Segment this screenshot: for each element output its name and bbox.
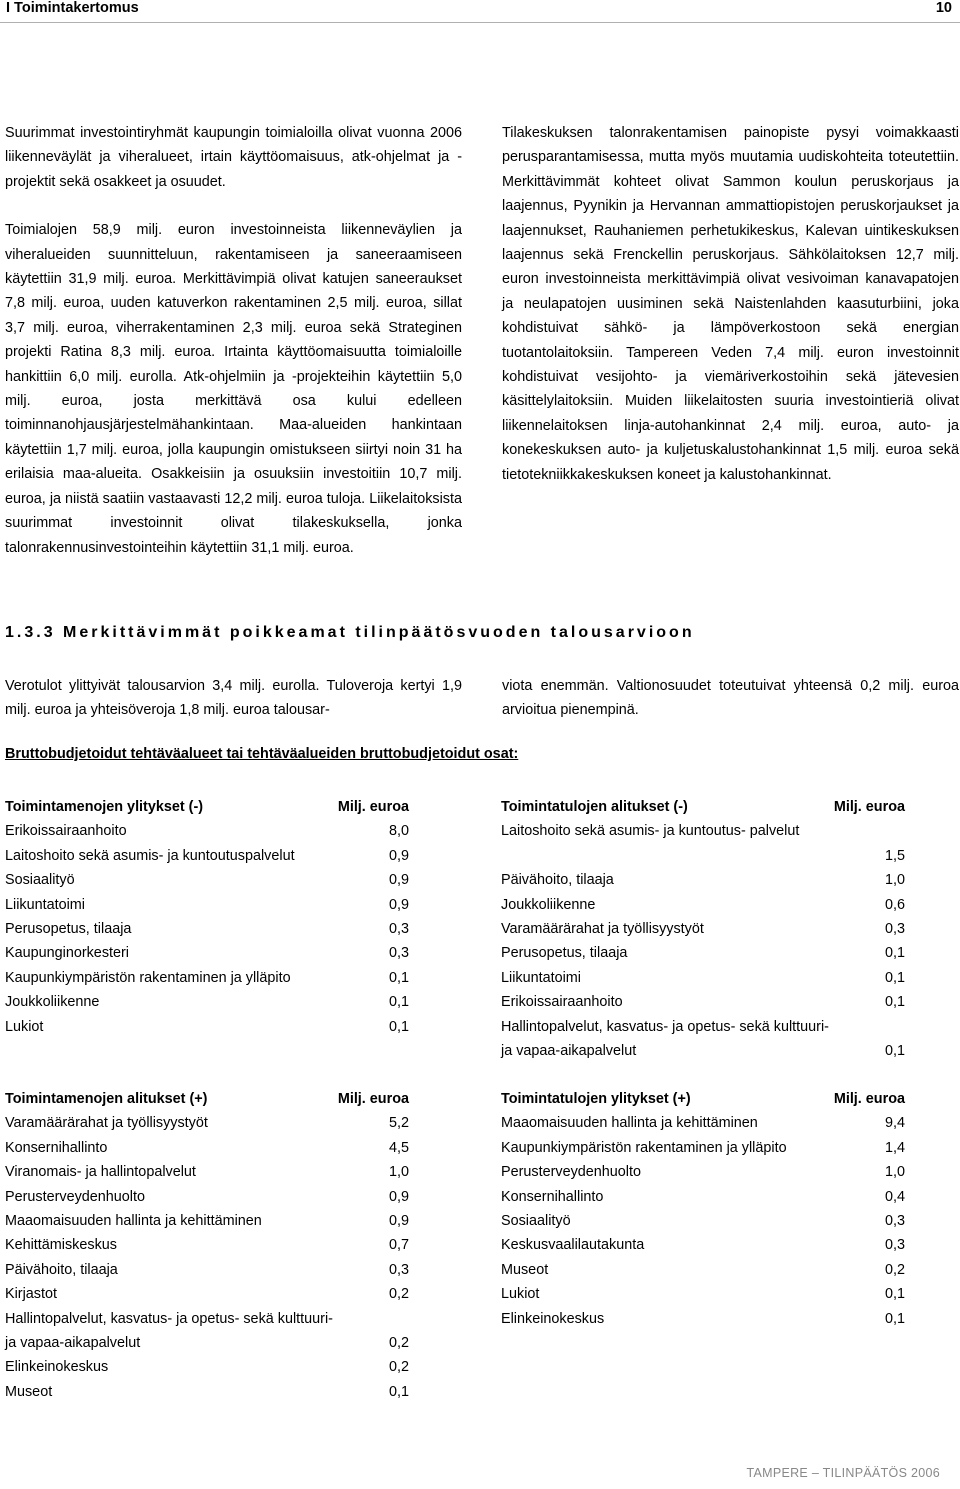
row-label: Lukiot bbox=[5, 1018, 44, 1035]
section-title: I Toimintakertomus bbox=[6, 0, 139, 16]
table-row bbox=[501, 1307, 905, 1331]
table-row bbox=[5, 1355, 409, 1379]
row-label: Perusopetus, tilaaja bbox=[5, 920, 132, 937]
row-label: Konsernihallinto bbox=[501, 1188, 604, 1205]
table-row bbox=[5, 868, 409, 892]
table-row bbox=[501, 966, 905, 990]
row-label: Sosiaalityö bbox=[501, 1212, 571, 1229]
row-value: 0,3 bbox=[884, 1212, 905, 1229]
table-header bbox=[5, 1087, 409, 1111]
row-value: 1,5 bbox=[884, 847, 905, 864]
row-value: 0,7 bbox=[388, 1237, 409, 1254]
row-value: 0,9 bbox=[388, 847, 409, 864]
row-value: 0,9 bbox=[388, 896, 409, 913]
subheading: Bruttobudjetoidut tehtäväalueet tai tehtäväalueiden bruttobudjetoidut osat: bbox=[5, 746, 519, 762]
table-unit: Milj. euroa bbox=[337, 1091, 409, 1107]
table-title: Toimintatulojen alitukset (-) bbox=[501, 799, 688, 815]
row-label: Hallintopalvelut, kasvatus- ja opetus- sekä kulttuuri- ja vapaa-aikapalvelut bbox=[501, 1018, 829, 1059]
row-value: 0,3 bbox=[884, 920, 905, 937]
table-row bbox=[501, 1160, 905, 1184]
table-row bbox=[5, 941, 409, 965]
table-row bbox=[5, 990, 409, 1014]
row-label: Kaupunkiympäristön rakentaminen ja ylläpito bbox=[501, 1139, 787, 1156]
table-unit: Milj. euroa bbox=[833, 1091, 905, 1107]
row-label: Keskusvaalilautakunta bbox=[501, 1237, 645, 1254]
row-value: 0,1 bbox=[884, 969, 905, 986]
row-value: 9,4 bbox=[884, 1115, 905, 1132]
paragraph: Toimialojen 58,9 milj. euron investoinneista liikenneväylien ja viheralueiden suunnitteluun, rakentamiseen ja saneeraamiseen käytettiin 31,9 milj. euroa. Merkittävimpiä olivat katujen saneeraukset 7,8 milj. euroa, uuden katuverkon rakentaminen 2,5 milj. euroa, sillat 3,7 milj. euroa, viherrakentaminen 2,3 milj. euroa sekä Strateginen projekti Ratina 8,3 milj. euroa. Irtainta käyttöomaisuutta toimialoille hankittiin 6,0 milj. eurolla. Atk-ohjelmiin ja -projekteihin käytettiin 5,0 milj. euroa, josta merkittävä osa kului edelleen toiminnanohjausjärjestelmähankintaan. Maa-alueiden hankintaan käytettiin 1,7 milj. euroa, jolla kaupungin omistukseen siirtyi noin 31 ha erilaisia maa-alueita. Osakkeisiin ja osuuksiin investoitiin 10,7 milj. euroa, ja niistä saatiin vastaavasti 12,2 milj. euroa tuloja. Liikelaitoksista suurimmat investoinnit olivat tilakeskuksella, jonka talonrakennusinvestointeihin käytettiin 31,1 milj. euroa. bbox=[5, 222, 462, 556]
row-label: Päivähoito, tilaaja bbox=[5, 1261, 118, 1278]
row-value: 0,3 bbox=[388, 945, 409, 962]
row-value: 0,3 bbox=[388, 920, 409, 937]
intro-left-column bbox=[5, 121, 462, 560]
table-row bbox=[5, 1185, 409, 1209]
table-unit: Milj. euroa bbox=[337, 799, 409, 815]
row-label: Viranomais- ja hallintopalvelut bbox=[5, 1164, 196, 1181]
row-label: Maaomaisuuden hallinta ja kehittäminen bbox=[5, 1212, 262, 1229]
row-label: Liikuntatoimi bbox=[5, 896, 85, 913]
row-value: 0,1 bbox=[884, 945, 905, 962]
row-value: 0,9 bbox=[388, 1188, 409, 1205]
row-value: 0,1 bbox=[884, 1286, 905, 1303]
row-label: Museot bbox=[501, 1261, 549, 1278]
paragraph: Tilakeskuksen talonrakentamisen painopiste pysyi voimakkaasti perusparantamisessa, mutta myös muutamia uudiskohteita toteutettiin. Merkittävimmät kohteet olivat Sammon koulun peruskorjaus ja laajennus, Pyynikin ja Hervannan ammattiopistojen peruskorjaukset ja laajennukset, Rauhaniemen perhetukikeskus, Kalevan uintikeskuksen laajennus sekä Frenckellin peruskorjaus. Sähkölaitoksen 12,7 milj. euron investoinneista merkittävimpiä olivat vesivoiman kanavapatojen ja neulapatojen uusiminen sekä Naistenlahden kaasuturbiini, joka kohdistuivat sähkö- ja lämpöverkostoon sekä energian tuotantolaitoksiin. Tampereen Veden 7,4 milj. euron investoinnit kohdistuivat vesijohto- ja viemäriverkostoihin sekä jätevesien käsittelylaitoksiin. Muiden liikelaitosten suuria investointieriä olivat liikennelaitoksen linja-autohankinnat 2,4 milj. euroa, auto- ja konekeskuksen auto- ja kuljetuskalustohankinnat 1,5 milj. euroa sekä tietotekniikkakeskuksen koneet ja kalustohankinnat. bbox=[502, 125, 959, 483]
row-value: 1,4 bbox=[884, 1139, 905, 1156]
table-row bbox=[501, 819, 905, 868]
row-label: Maaomaisuuden hallinta ja kehittäminen bbox=[501, 1115, 758, 1132]
table-row bbox=[5, 917, 409, 941]
table-row bbox=[501, 1015, 905, 1064]
table-row bbox=[5, 1233, 409, 1257]
row-label: Varamäärärahat ja työllisyystyöt bbox=[5, 1115, 208, 1132]
table-title: Toimintatulojen ylitykset (+) bbox=[501, 1091, 691, 1107]
revenue-under-table bbox=[501, 795, 905, 1063]
row-label: Lukiot bbox=[501, 1286, 540, 1303]
row-label: Kaupunkiympäristön rakentaminen ja ylläpito bbox=[5, 969, 291, 986]
table-unit: Milj. euroa bbox=[833, 799, 905, 815]
table-row bbox=[5, 1380, 409, 1404]
row-value: 0,2 bbox=[388, 1359, 409, 1376]
table-row bbox=[5, 1015, 409, 1039]
row-value: 0,2 bbox=[388, 1334, 409, 1351]
row-label: Laitoshoito sekä asumis- ja kuntoutuspalvelut bbox=[5, 847, 295, 864]
row-label: Kehittämiskeskus bbox=[5, 1237, 117, 1254]
row-value: 0,2 bbox=[884, 1261, 905, 1278]
intro-right-column bbox=[502, 121, 959, 487]
table-row bbox=[5, 893, 409, 917]
table-row bbox=[501, 1185, 905, 1209]
row-label: Päivähoito, tilaaja bbox=[501, 872, 614, 889]
row-label: Perusopetus, tilaaja bbox=[501, 945, 628, 962]
table-header bbox=[501, 795, 905, 819]
table-row bbox=[5, 1111, 409, 1135]
row-value: 0,2 bbox=[388, 1286, 409, 1303]
footer: TAMPERE – TILINPÄÄTÖS 2006 bbox=[746, 1466, 940, 1480]
table-row bbox=[5, 844, 409, 868]
row-label: Laitoshoito sekä asumis- ja kuntoutus- palvelut bbox=[501, 823, 800, 840]
table-row bbox=[5, 1136, 409, 1160]
table-row bbox=[5, 1258, 409, 1282]
row-label: Perusterveydenhuolto bbox=[501, 1164, 641, 1181]
table-row bbox=[501, 1258, 905, 1282]
row-value: 0,9 bbox=[388, 1212, 409, 1229]
table-row bbox=[5, 1209, 409, 1233]
table-row bbox=[501, 917, 905, 941]
row-value: 0,1 bbox=[388, 1018, 409, 1035]
row-label: Elinkeinokeskus bbox=[501, 1310, 605, 1327]
row-value: 0,3 bbox=[884, 1237, 905, 1254]
table-row bbox=[5, 1160, 409, 1184]
row-value: 0,1 bbox=[884, 1042, 905, 1059]
page-number: 10 bbox=[935, 0, 952, 16]
table-title: Toimintamenojen alitukset (+) bbox=[5, 1091, 208, 1107]
row-label: Erikoissairaanhoito bbox=[5, 823, 127, 840]
row-value: 0,3 bbox=[388, 1261, 409, 1278]
table-row bbox=[501, 893, 905, 917]
paragraph: Suurimmat investointiryhmät kaupungin toimialoilla olivat vuonna 2006 liikenneväylät ja viheralueet, irtain käyttöomaisuus, atk-ohjelmat ja -projektit sekä osakkeet ja osuudet. bbox=[5, 125, 462, 190]
row-value: 0,1 bbox=[884, 1310, 905, 1327]
row-label: Museot bbox=[5, 1383, 53, 1400]
row-label: Liikuntatoimi bbox=[501, 969, 581, 986]
row-value: 1,0 bbox=[884, 1164, 905, 1181]
table-row bbox=[5, 1307, 409, 1356]
row-label: Kaupunginorkesteri bbox=[5, 945, 129, 962]
row-value: 0,1 bbox=[388, 1383, 409, 1400]
row-label: Elinkeinokeskus bbox=[5, 1359, 109, 1376]
row-label: Perusterveydenhuolto bbox=[5, 1188, 145, 1205]
revenue-over-table bbox=[501, 1087, 905, 1331]
table-row bbox=[501, 1282, 905, 1306]
row-value: 0,4 bbox=[884, 1188, 905, 1205]
row-label: Sosiaalityö bbox=[5, 872, 75, 889]
row-value: 0,1 bbox=[388, 994, 409, 1011]
row-value: 1,0 bbox=[388, 1164, 409, 1181]
expenses-under-table bbox=[5, 1087, 409, 1404]
row-label: Erikoissairaanhoito bbox=[501, 994, 623, 1011]
header-divider bbox=[0, 22, 960, 23]
row-value: 0,1 bbox=[388, 969, 409, 986]
table-row bbox=[501, 1209, 905, 1233]
row-value: 0,1 bbox=[884, 994, 905, 1011]
table-row bbox=[501, 1111, 905, 1135]
table-row bbox=[501, 941, 905, 965]
row-label: Konsernihallinto bbox=[5, 1139, 108, 1156]
row-label: Kirjastot bbox=[5, 1286, 57, 1303]
row-value: 8,0 bbox=[388, 823, 409, 840]
expenses-over-table bbox=[5, 795, 409, 1039]
table-row bbox=[5, 1282, 409, 1306]
table-row bbox=[5, 966, 409, 990]
section-heading: 1.3.3 Merkittävimmät poikkeamat tilinpäätösvuoden talousarvioon bbox=[5, 624, 695, 641]
table-header bbox=[501, 1087, 905, 1111]
paragraph: viota enemmän. Valtionosuudet toteutuivat yhteensä 0,2 milj. euroa arvioitua pienempinä. bbox=[502, 678, 959, 719]
row-label: Joukkoliikenne bbox=[5, 994, 100, 1011]
row-value: 1,0 bbox=[884, 872, 905, 889]
table-row bbox=[501, 1233, 905, 1257]
row-label: Joukkoliikenne bbox=[501, 896, 596, 913]
tax-text-right bbox=[502, 674, 959, 723]
table-row bbox=[501, 1136, 905, 1160]
row-label: Varamäärärahat ja työllisyystyöt bbox=[501, 920, 704, 937]
paragraph: Verotulot ylittyivät talousarvion 3,4 milj. eurolla. Tuloveroja kertyi 1,9 milj. euroa ja yhteisöveroja 1,8 milj. euroa talousar- bbox=[5, 678, 462, 719]
table-row bbox=[501, 868, 905, 892]
table-header bbox=[5, 795, 409, 819]
table-row bbox=[5, 819, 409, 843]
tax-text-left bbox=[5, 674, 462, 723]
row-value: 0,6 bbox=[884, 896, 905, 913]
paragraph-gap bbox=[5, 194, 462, 218]
row-value: 0,9 bbox=[388, 872, 409, 889]
row-value: 4,5 bbox=[388, 1139, 409, 1156]
row-value: 5,2 bbox=[388, 1115, 409, 1132]
row-label: Hallintopalvelut, kasvatus- ja opetus- sekä kulttuuri- ja vapaa-aikapalvelut bbox=[5, 1310, 333, 1351]
table-title: Toimintamenojen ylitykset (-) bbox=[5, 799, 204, 815]
table-row bbox=[501, 990, 905, 1014]
